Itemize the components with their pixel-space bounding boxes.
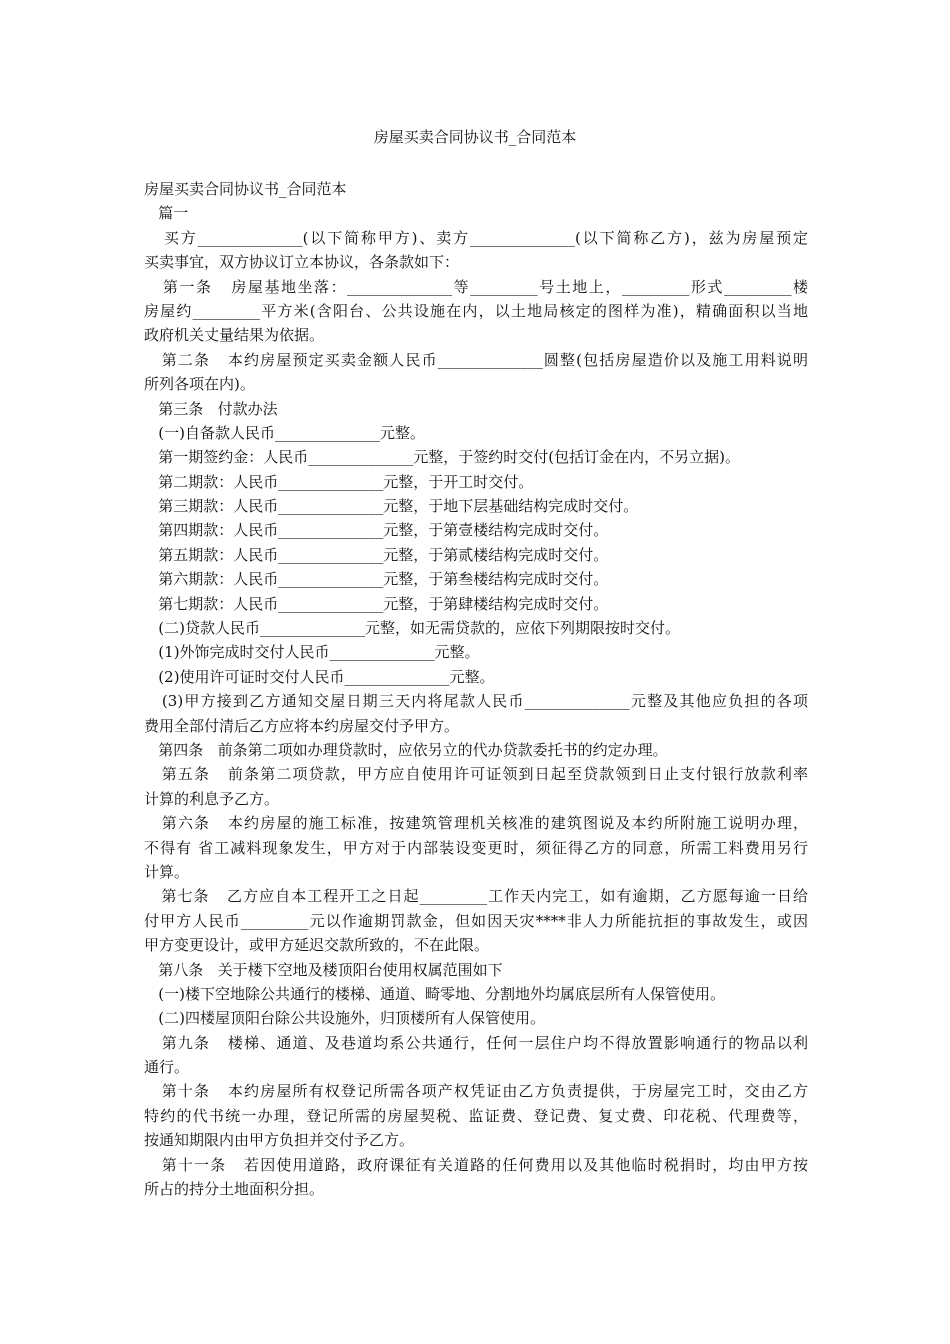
- text-line: 第七条 乙方应自本工程开工之日起_________工作天内完工，如有逾期，乙方愿每逾一日给: [144, 887, 808, 906]
- text-line: 买方______________(以下简称甲方)、卖方______________(以下简称乙方)，兹为房屋预定: [144, 228, 808, 247]
- text-line: 所列各项在内)。: [144, 375, 255, 394]
- text-line: 第三期款：人民币______________元整，于地下层基础结构完成时交付。: [144, 497, 639, 516]
- text-line: 第四期款：人民币______________元整，于第壹楼结构完成时交付。: [144, 521, 609, 540]
- text-line: 篇一: [144, 204, 189, 223]
- text-line: (二)四楼屋顶阳台除公共设施外，归顶楼所有人保管使用。: [144, 1009, 546, 1028]
- text-line: 第五条 前条第二项贷款，甲方应自使用许可证领到日起至贷款领到日止支付银行放款利率: [144, 765, 808, 784]
- text-line: 第七期款：人民币______________元整，于第肆楼结构完成时交付。: [144, 594, 609, 613]
- text-line: 计算。: [144, 862, 190, 881]
- text-line: 费用全部付清后乙方应将本约房屋交付予甲方。: [144, 716, 460, 735]
- text-line: 房屋约_________平方米(含阳台、公共设施在内，以土地局核定的图样为准)，精确面积以当地: [144, 301, 808, 320]
- text-line: 所占的持分土地面积分担。: [144, 1180, 325, 1199]
- text-line: 第一期签约金：人民币______________元整，于签约时交付(包括订金在内，不另立据)。: [144, 448, 741, 467]
- text-line: 第五期款：人民币______________元整，于第贰楼结构完成时交付。: [144, 545, 609, 564]
- text-line: 第八条 关于楼下空地及楼顶阳台使用权属范围如下: [144, 960, 503, 979]
- text-line: 第十条 本约房屋所有权登记所需各项产权凭证由乙方负责提供，于房屋完工时，交由乙方: [144, 1082, 808, 1101]
- text-line: 通行。: [144, 1058, 190, 1077]
- text-line: 按通知期限内由甲方负担并交付予乙方。: [144, 1131, 415, 1150]
- document-body: [144, 177, 808, 1201]
- text-line: (2)使用许可证时交付人民币______________元整。: [144, 667, 495, 686]
- text-line: 买卖事宜，双方协议订立本协议，各条款如下：: [144, 253, 460, 272]
- text-line: 不得有 省工减料现象发生，甲方对于内部装设变更时，须征得乙方的同意，所需工料费用另行: [144, 838, 808, 857]
- text-line: 第六期款：人民币______________元整，于第叁楼结构完成时交付。: [144, 570, 609, 589]
- document-title: 房屋买卖合同协议书_合同范本: [373, 128, 577, 146]
- text-line: 政府机关丈量结果为依据。: [144, 326, 325, 345]
- text-line: 房屋买卖合同协议书_合同范本: [144, 180, 347, 198]
- text-line: 甲方变更设计，或甲方延迟交款所致的，不在此限。: [144, 936, 490, 955]
- text-line: 第一条 房屋基地坐落：______________等_________号土地上，_________形式_________楼: [144, 277, 808, 296]
- text-line: 第十一条 若因使用道路，政府课征有关道路的任何费用以及其他临时税捐时，均由甲方按: [144, 1155, 808, 1174]
- text-line: (二)贷款人民币______________元整，如无需贷款的，应依下列期限按时交付。: [144, 619, 681, 638]
- text-line: 第二条 本约房屋预定买卖金额人民币______________圆整(包括房屋造价以及施工用料说明: [144, 350, 808, 369]
- text-line: 第四条 前条第二项如办理贷款时，应依另立的代办贷款委托书的约定办理。: [144, 740, 668, 759]
- text-line: 第九条 楼梯、通道、及巷道均系公共通行，任何一层住户均不得放置影响通行的物品以利: [144, 1033, 808, 1052]
- text-line: 计算的利息予乙方。: [144, 789, 280, 808]
- text-line: (一)楼下空地除公共通行的楼梯、通道、畸零地、分割地外均属底层所有人保管使用。: [144, 984, 726, 1003]
- text-line: 特约的代书统一办理，登记所需的房屋契税、监证费、登记费、复丈费、印花税、代理费等，: [144, 1106, 808, 1125]
- text-line: (1)外饰完成时交付人民币______________元整。: [144, 643, 480, 662]
- text-line: 第六条 本约房屋的施工标准，按建筑管理机关核准的建筑图说及本约所附施工说明办理，: [144, 814, 808, 833]
- text-line: 第二期款：人民币______________元整，于开工时交付。: [144, 472, 534, 491]
- text-line: 付甲方人民币_________元以作逾期罚款金，但如因天灾****非人力所能抗拒的事故发生，或因: [144, 911, 808, 930]
- text-line: (3)甲方接到乙方通知交屋日期三天内将尾款人民币______________元整及其他应负担的各项: [144, 692, 808, 711]
- text-line: 第三条 付款办法: [144, 399, 278, 418]
- text-line: (一)自备款人民币______________元整。: [144, 423, 426, 442]
